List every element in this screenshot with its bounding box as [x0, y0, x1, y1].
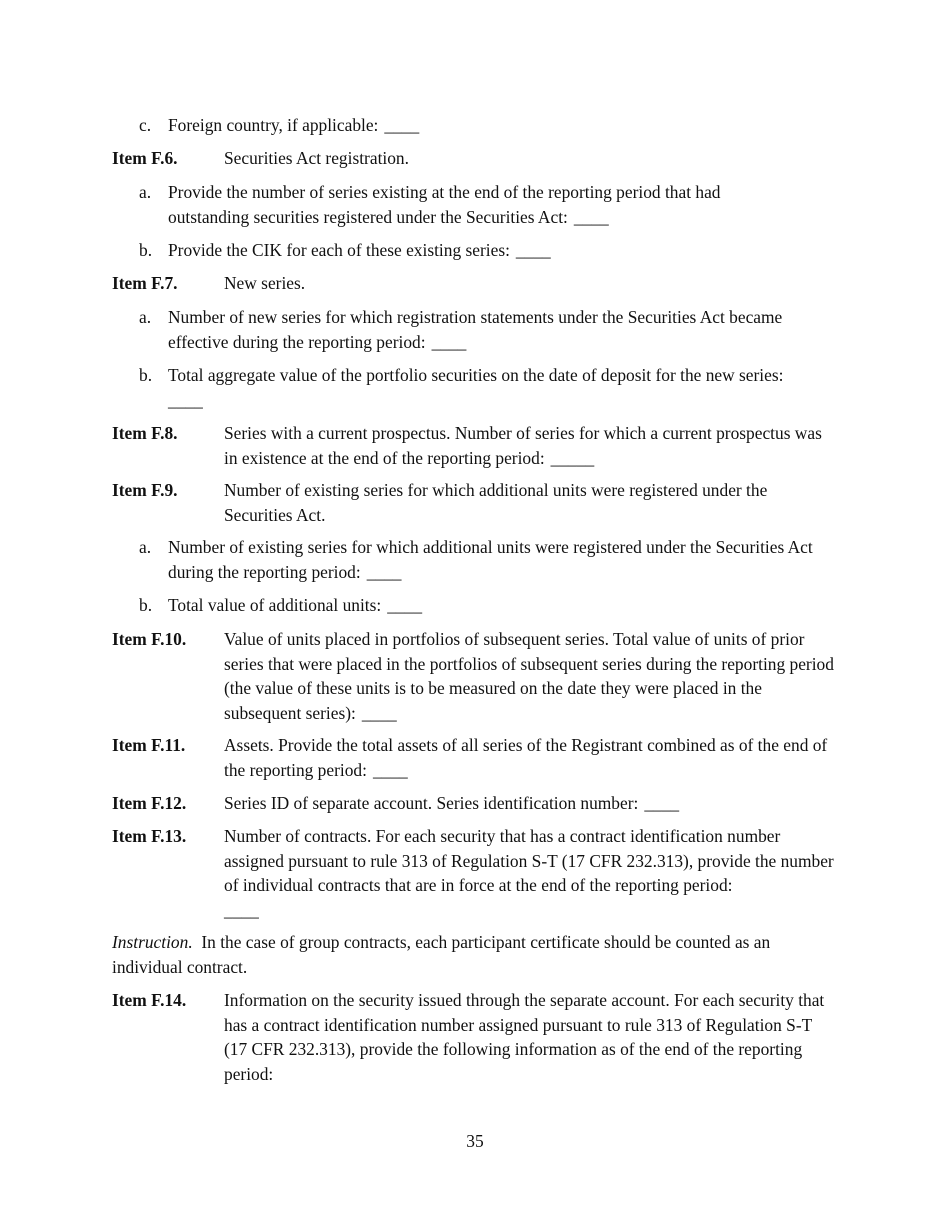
item-f6-b [139, 238, 839, 263]
item-letter: b. [139, 595, 153, 615]
item-letter: b. [139, 240, 153, 260]
item-text: Series with a current prospectus. Number of series for which a current prospectus was in existence at the end of the reporting period: [224, 423, 822, 468]
answer-blank: ____ [431, 331, 467, 352]
answer-blank: ____ [224, 899, 259, 920]
item-letter: b. [139, 365, 153, 385]
item-label: Item F.6. [112, 148, 178, 168]
item-text: Provide the number of series existing at the end of the reporting period that had outstanding securities registered under the Securities Act: [168, 182, 721, 227]
item-f7 [112, 271, 838, 296]
item-f14 [112, 988, 838, 1086]
answer-blank: ____ [573, 206, 609, 227]
item-label: Item F.7. [112, 273, 178, 293]
instruction-label: Instruction. [112, 932, 193, 952]
item-label: Item F.10. [112, 629, 187, 649]
answer-blank: ____ [644, 793, 680, 813]
item-label: Item F.9. [112, 480, 178, 500]
item-f9-b [139, 593, 839, 618]
item-f5-c [139, 113, 839, 138]
answer-blank: ____ [387, 595, 423, 615]
item-text: Foreign country, if applicable: [168, 115, 379, 135]
item-text: Number of existing series for which additional units were registered under the Securities Act during the reporting period: [168, 537, 813, 582]
item-f7-a [139, 305, 839, 354]
item-letter: a. [139, 537, 152, 557]
item-f12 [112, 791, 838, 816]
item-f9 [112, 478, 838, 527]
answer-blank: ____ [361, 702, 397, 723]
item-letter: c. [139, 115, 152, 135]
item-label: Item F.11. [112, 735, 186, 755]
item-label: Item F.8. [112, 423, 178, 443]
item-text: Assets. Provide the total assets of all series of the Registrant combined as of the end of the reporting period: [224, 735, 828, 780]
instruction-text: In the case of group contracts, each participant certificate should be counted as an individual contract. [112, 932, 771, 977]
item-f6-a [139, 180, 839, 229]
instruction-note [112, 930, 838, 979]
item-text: Provide the CIK for each of these existing series: [168, 240, 510, 260]
item-f6 [112, 146, 838, 171]
answer-blank: ____ [515, 240, 551, 260]
item-text: Information on the security issued through the separate account. For each security that has a contract identification number assigned pursuant to rule 313 of Regulation S-T (17 CFR 232.313), provide the following information as of the end of the reporting period: [224, 990, 825, 1084]
answer-blank: ____ [168, 389, 203, 410]
item-f9-a [139, 535, 839, 584]
item-text: Total aggregate value of the portfolio securities on the date of deposit for the new series: [168, 365, 784, 385]
item-f13 [112, 824, 838, 922]
item-text: Number of contracts. For each security that has a contract identification number assigned pursuant to rule 313 of Regulation S-T (17 CFR 232.313), provide the number of individual contracts that are in force at the end of the reporting period: [224, 826, 834, 895]
item-f10 [112, 627, 838, 725]
item-text: Securities Act registration. [224, 148, 409, 168]
answer-blank: ____ [372, 759, 408, 780]
item-f11 [112, 733, 838, 782]
item-label: Item F.13. [112, 826, 187, 846]
item-f7-b [139, 363, 839, 412]
item-letter: a. [139, 307, 152, 327]
item-f8 [112, 421, 838, 470]
item-text: Total value of additional units: [168, 595, 382, 615]
item-text: Number of new series for which registration statements under the Securities Act became effective during the reporting period: [168, 307, 783, 352]
item-text: Value of units placed in portfolios of subsequent series. Total value of units of prior series that were placed in the portfolios of subsequent series during the reporting period (the value of these units is to be measured on the date they were placed in the subsequent series): [224, 629, 834, 723]
answer-blank: ____ [384, 115, 420, 135]
item-letter: a. [139, 182, 152, 202]
page-number: 35 [466, 1131, 484, 1151]
item-label: Item F.14. [112, 990, 187, 1010]
item-text: Series ID of separate account. Series identification number: [224, 793, 639, 813]
item-label: Item F.12. [112, 793, 187, 813]
item-text: New series. [224, 273, 306, 293]
answer-blank: ____ [366, 561, 402, 582]
answer-blank: _____ [550, 447, 595, 468]
item-text: Number of existing series for which additional units were registered under the Securities Act. [224, 480, 768, 525]
